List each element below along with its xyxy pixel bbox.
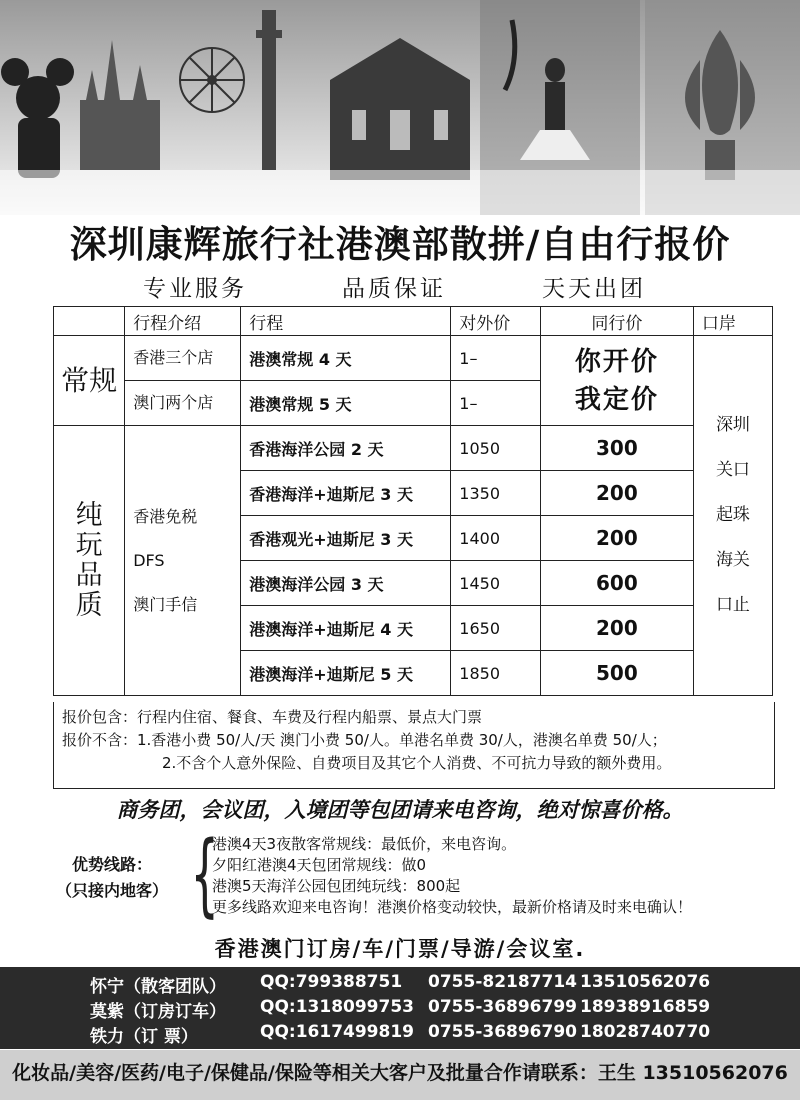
col-route: 行程 [241,307,451,336]
excluded-note-2: 2.不含个人意外保险、自费项目及其它个人消费、不可抗力导致的额外费用。 [162,754,672,772]
services-line: 香港澳门订房/车/门票/导游/会议室. [214,937,586,961]
public-price: 1450 [451,561,541,606]
contact-qq: QQ:1617499819 [260,1022,414,1042]
slogans [0,270,800,300]
col-public-price: 对外价 [451,307,541,336]
peer-price: 300 [540,426,693,471]
route-name: 港澳海洋+迪斯尼 4 天 [241,606,451,651]
excluded-note: 报价不含：1.香港小费 50/人/天 澳门小费 50/人。单港名单费 30/人，港澳名单费 50/人； [62,731,667,749]
public-price: 1850 [451,651,541,696]
price-table [53,306,773,696]
contact-qq: QQ:1318099753 [260,997,414,1017]
advantage-label [56,852,168,904]
category-pure-label: 纯玩品质 [75,499,103,621]
public-price: 1050 [451,426,541,471]
route-name: 香港海洋+迪斯尼 3 天 [241,471,451,516]
contact-bar [0,967,800,1049]
peer-note-line: 你开价 [574,346,659,377]
table-header-row [54,307,773,336]
port-line: 海关 [715,550,750,570]
col-peer-price: 同行价 [540,307,693,336]
contact-qq: QQ:799388751 [260,972,403,992]
peer-price-note [540,336,693,426]
peer-note-line: 我定价 [574,384,659,415]
contact-name: 怀宁（散客团队） [90,977,226,997]
contact-phone: 0755-82187714 [428,972,577,992]
page-title: 深圳康辉旅行社港澳部散拼/自由行报价 [69,223,731,266]
public-price: 1– [451,336,541,381]
col-port: 口岸 [693,307,772,336]
public-price: 1– [451,381,541,426]
advantage-subtitle: （只接内地客） [56,881,169,900]
contact-mobile: 18028740770 [580,1022,711,1042]
contact-phone: 0755-36896799 [428,997,577,1017]
table-row [54,336,773,381]
advantage-lines [212,834,692,918]
peer-price: 200 [540,606,693,651]
category-regular: 常规 [54,336,125,426]
port-line: 起珠 [715,505,750,525]
intro-text: 澳门两个店 [125,381,241,426]
public-price: 1400 [451,516,541,561]
advantage-line: 港澳5天海洋公园包团纯玩线：800起 [212,877,461,895]
public-price: 1350 [451,471,541,516]
advantage-line: 更多线路欢迎来电咨询！港澳价格变动较快，最新价格请及时来电确认！ [212,898,693,916]
intro-text: 香港免税 [133,506,198,526]
table-row [54,426,773,471]
contact-name: 铁力（订 票） [90,1027,198,1047]
slogan-service: 专业服务 [143,276,247,302]
route-name: 香港观光+迪斯尼 3 天 [241,516,451,561]
route-name: 香港海洋公园 2 天 [241,426,451,471]
intro-text: 澳门手信 [133,594,198,614]
route-name: 港澳海洋公园 3 天 [241,561,451,606]
peer-price: 600 [540,561,693,606]
route-name: 港澳海洋+迪斯尼 5 天 [241,651,451,696]
col-intro: 行程介绍 [125,307,241,336]
contact-name: 莫紫（订房订车） [90,1002,226,1022]
contact-phone: 0755-36896790 [428,1022,577,1042]
slogan-daily: 天天出团 [542,276,646,302]
contact-mobile: 18938916859 [580,997,711,1017]
peer-price: 200 [540,516,693,561]
peer-price: 200 [540,471,693,516]
contact-mobile: 13510562076 [580,972,711,992]
header-photo-collage [0,0,800,215]
peer-price: 500 [540,651,693,696]
port-line: 关口 [715,460,750,480]
footer-cooperation: 化妆品/美容/医药/电子/保健品/保险等相关大客户及批量合作请联系：王生 13510562076 [0,1050,800,1100]
advantage-line: 夕阳红港澳4天包团常规线：做0 [212,856,427,874]
port-line: 深圳 [715,415,750,435]
advantage-line: 港澳4天3夜散客常规线：最低价，来电咨询。 [212,835,517,853]
business-group-line: 商务团，会议团，入境团等包团请来电咨询，绝对惊喜价格。 [116,798,684,822]
port-line: 口止 [715,595,750,615]
route-name: 港澳常规 5 天 [241,381,451,426]
category-pure [54,426,125,696]
advantage-title: 优势线路： [72,855,153,874]
intro-text: DFS [133,550,165,570]
route-name: 港澳常规 4 天 [241,336,451,381]
brace-icon: { [190,822,219,927]
included-note: 报价包含：行程内住宿、餐食、车费及行程内船票、景点大门票 [62,708,483,726]
intro-text: 香港三个店 [125,336,241,381]
price-notes [53,702,775,789]
port-cell [693,336,772,696]
ferris-wheel [180,48,244,112]
public-price: 1650 [451,606,541,651]
slogan-quality: 品质保证 [342,276,446,302]
pure-intro [125,426,241,696]
